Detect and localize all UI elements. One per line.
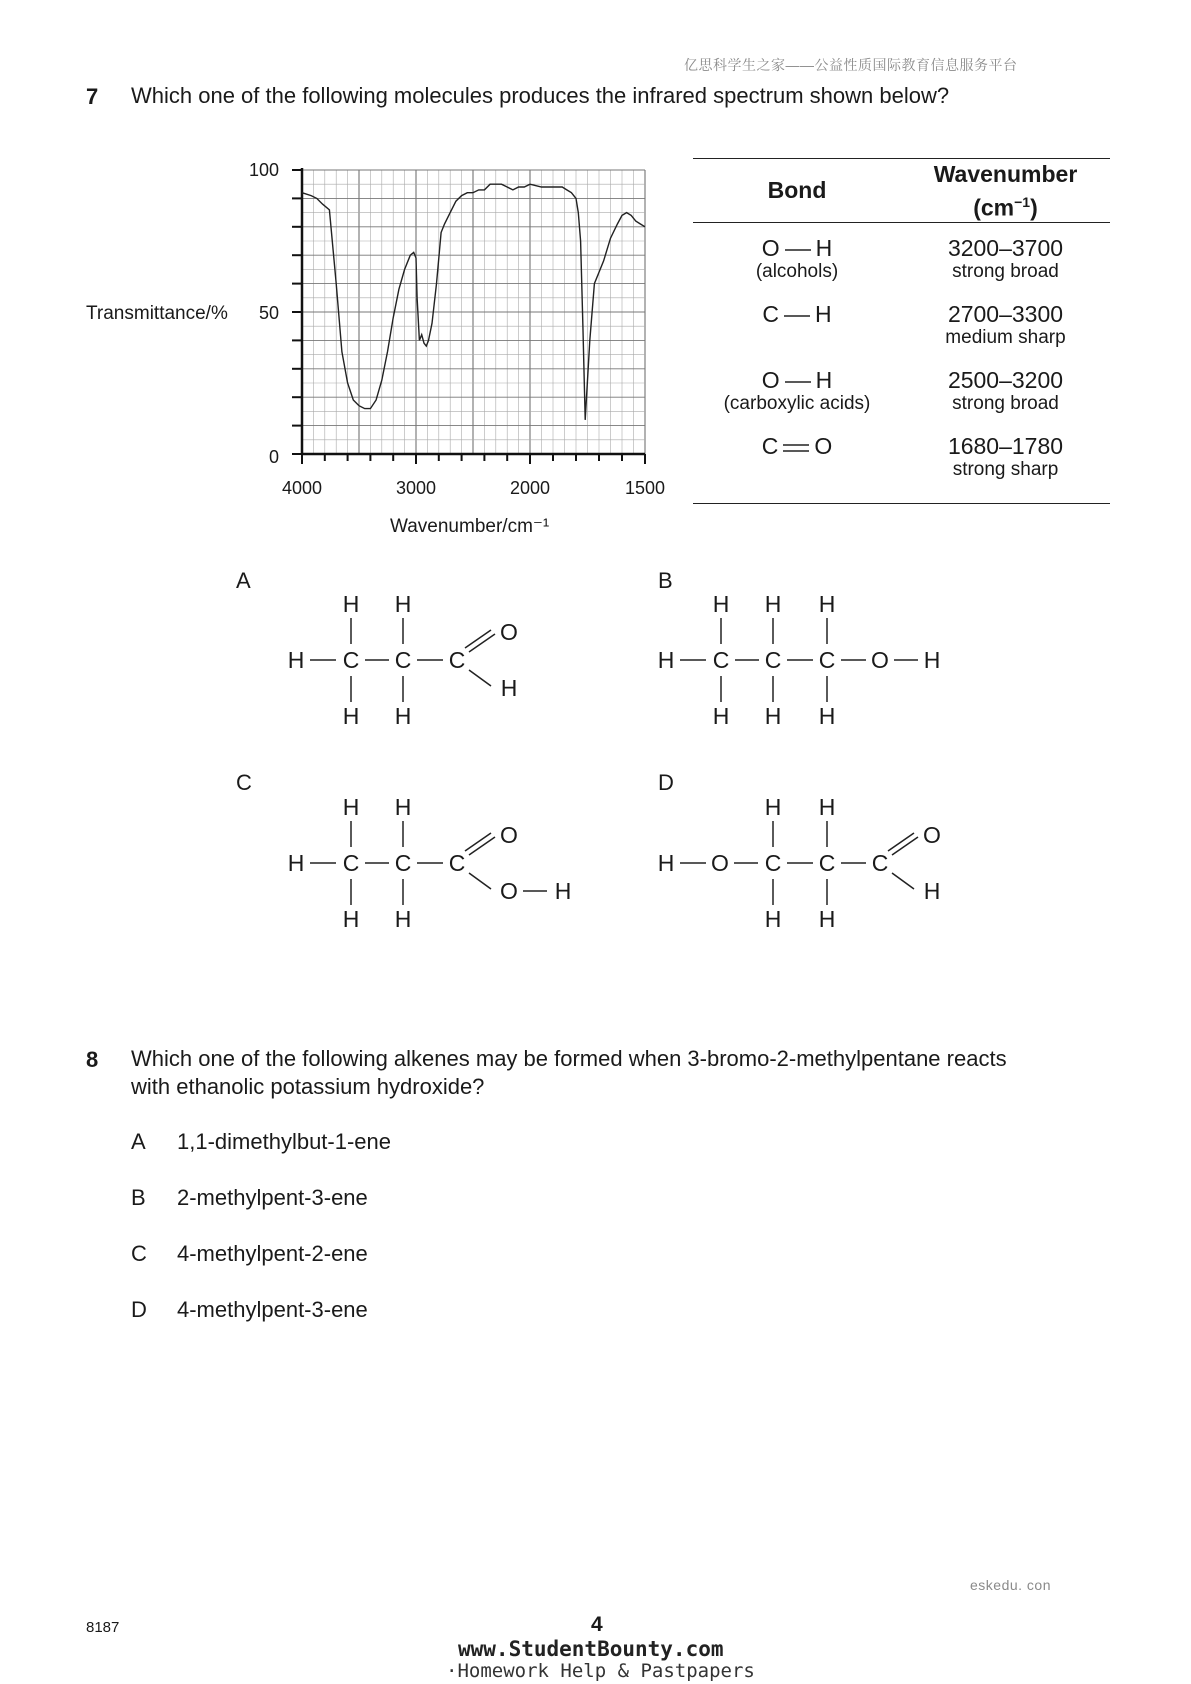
bond-atom-2: H xyxy=(815,367,833,393)
question-7-number: 7 xyxy=(86,84,99,109)
atom-h: H xyxy=(712,591,730,617)
bond-cell xyxy=(693,433,901,499)
table-bottom-rule xyxy=(693,503,1110,504)
atom-o: O xyxy=(711,850,729,876)
molecule-label: D xyxy=(658,770,674,795)
double-bond-icon xyxy=(782,441,810,455)
atom-h: H xyxy=(818,794,836,820)
paper-code: 8187 xyxy=(86,1619,120,1636)
table-row xyxy=(693,433,1110,499)
wavenumber-cell xyxy=(901,301,1110,367)
atom-c: C xyxy=(394,850,412,876)
wavenumber-range: 2500–3200 xyxy=(947,367,1064,393)
bond-atom-2: O xyxy=(814,433,833,459)
header-bond: Bond xyxy=(767,177,827,203)
header-wavenumber xyxy=(901,160,1110,222)
atom-h: H xyxy=(342,794,360,820)
question-7-text: Which one of the following molecules produces the infrared spectrum shown below? xyxy=(131,83,950,108)
header-unit-close: ) xyxy=(1030,194,1038,221)
option-d-letter[interactable]: D xyxy=(131,1297,147,1322)
bond-note: (alcohols) xyxy=(755,261,839,282)
watermark-bottom: eskedu. con xyxy=(970,1577,1051,1593)
atom-c: C xyxy=(342,850,360,876)
absorption-description: medium sharp xyxy=(945,327,1066,348)
option-b-letter[interactable]: B xyxy=(131,1185,146,1210)
atom-h: H xyxy=(657,647,675,673)
atom-h: H xyxy=(394,794,412,820)
atom-c: C xyxy=(818,647,836,673)
question-8-text-line1: Which one of the following alkenes may be formed when 3-bromo-2-methylpentane reacts xyxy=(131,1046,1007,1071)
atom-o: O xyxy=(500,878,518,904)
bond-formula xyxy=(693,367,901,393)
bond-formula xyxy=(693,235,901,261)
y-tick-label-0: 0 xyxy=(268,447,279,467)
table-row xyxy=(693,367,1110,433)
atom-c: C xyxy=(764,850,782,876)
wavenumber-cell xyxy=(901,433,1110,499)
option-b-text[interactable]: 2-methylpent-3-ene xyxy=(177,1185,368,1210)
bond-note: (carboxylic acids) xyxy=(723,393,871,414)
bond-line xyxy=(892,873,914,889)
atom-h: H xyxy=(764,906,782,932)
table-row xyxy=(693,235,1110,301)
atom-c: C xyxy=(448,647,466,673)
atom-c: C xyxy=(394,647,412,673)
atom-h: H xyxy=(764,794,782,820)
molecule-b xyxy=(658,568,941,729)
molecule-c xyxy=(236,770,571,932)
atom-h: H xyxy=(342,906,360,932)
absorption-description: strong sharp xyxy=(952,459,1059,480)
chart-grid xyxy=(302,170,645,454)
option-a-text[interactable]: 1,1-dimethylbut-1-ene xyxy=(177,1129,392,1154)
studentbounty-logo-line2: ·Homework Help & Pastpapers xyxy=(446,1660,755,1682)
x-tick-label-4000: 4000 xyxy=(281,478,323,498)
atom-o: O xyxy=(871,647,889,673)
atom-c: C xyxy=(764,647,782,673)
question-8-number: 8 xyxy=(86,1047,99,1072)
atom-c: C xyxy=(871,850,889,876)
bond-atom-1: O xyxy=(761,367,780,393)
option-c-text[interactable]: 4-methylpent-2-ene xyxy=(177,1241,368,1266)
atom-h: H xyxy=(818,906,836,932)
x-tick-label-1500: 1500 xyxy=(624,478,666,498)
bond-cell xyxy=(693,301,901,367)
molecule-label: B xyxy=(658,568,673,593)
table-header-row xyxy=(693,159,1110,222)
header-unit-open: (cm xyxy=(973,194,1015,221)
x-tick-label-2000: 2000 xyxy=(509,478,551,498)
bond-cell xyxy=(693,235,901,301)
bond-atom-2: H xyxy=(815,235,833,261)
atom-h: H xyxy=(764,703,782,729)
atom-h: H xyxy=(394,906,412,932)
header-wavenumber-line1: Wavenumber xyxy=(933,160,1078,187)
question-8-text-line2: with ethanolic potassium hydroxide? xyxy=(131,1074,485,1099)
atom-c: C xyxy=(448,850,466,876)
atom-h: H xyxy=(657,850,675,876)
bond-atom-1: C xyxy=(761,433,779,459)
single-bond-icon xyxy=(784,375,812,389)
atom-h: H xyxy=(923,878,941,904)
y-axis-label: Transmittance/% xyxy=(86,303,228,324)
bond-cell xyxy=(693,367,901,433)
atom-h: H xyxy=(394,703,412,729)
atom-h: H xyxy=(818,703,836,729)
atom-c: C xyxy=(818,850,836,876)
atom-h: H xyxy=(500,675,518,701)
bond-atom-2: H xyxy=(815,301,832,327)
atom-h: H xyxy=(342,591,360,617)
option-a-letter[interactable]: A xyxy=(131,1129,146,1154)
option-d-text[interactable]: 4-methylpent-3-ene xyxy=(177,1297,368,1322)
single-bond-icon xyxy=(784,243,812,257)
studentbounty-logo-line1[interactable]: www.StudentBounty.com xyxy=(458,1637,724,1661)
atom-h: H xyxy=(712,703,730,729)
atom-o: O xyxy=(500,619,518,645)
atom-h: H xyxy=(287,850,305,876)
wavenumber-range: 1680–1780 xyxy=(947,433,1064,459)
single-bond-icon xyxy=(783,309,811,323)
bond-atom-1: C xyxy=(762,301,779,327)
wavenumber-cell xyxy=(901,235,1110,301)
atom-h: H xyxy=(818,591,836,617)
molecule-d xyxy=(658,770,941,932)
absorption-description: strong broad xyxy=(952,261,1059,282)
bond-wavenumber-table xyxy=(693,158,1110,504)
molecule-label: A xyxy=(236,568,251,593)
atom-h: H xyxy=(394,591,412,617)
y-tick-label-100: 100 xyxy=(248,160,279,180)
wavenumber-cell xyxy=(901,367,1110,433)
molecule-structures xyxy=(0,560,1191,960)
atom-h: H xyxy=(764,591,782,617)
x-tick-label-3000: 3000 xyxy=(395,478,437,498)
atom-o: O xyxy=(923,822,941,848)
molecule-a xyxy=(236,568,518,729)
absorption-description: strong broad xyxy=(952,393,1059,414)
watermark-top: 亿思科学生之家——公益性质国际教育信息服务平台 xyxy=(684,57,1018,73)
bond-formula xyxy=(693,301,901,327)
atom-c: C xyxy=(712,647,730,673)
atom-h: H xyxy=(342,703,360,729)
bond-line xyxy=(469,873,491,889)
header-unit-sup: −1 xyxy=(1014,193,1031,210)
bond-formula xyxy=(693,433,901,459)
bond-line xyxy=(469,670,491,686)
wavenumber-range: 2700–3300 xyxy=(947,301,1064,327)
molecule-label: C xyxy=(236,770,252,795)
option-c-letter[interactable]: C xyxy=(131,1241,147,1266)
atom-h: H xyxy=(554,878,572,904)
atom-h: H xyxy=(923,647,941,673)
page-number: 4 xyxy=(591,1613,603,1636)
bond-atom-1: O xyxy=(761,235,780,261)
atom-c: C xyxy=(342,647,360,673)
table-body xyxy=(693,223,1110,499)
atom-o: O xyxy=(500,822,518,848)
table-row xyxy=(693,301,1110,367)
atom-h: H xyxy=(287,647,305,673)
wavenumber-range: 3200–3700 xyxy=(947,235,1064,261)
y-tick-label-50: 50 xyxy=(258,303,279,323)
x-axis-label: Wavenumber/cm⁻¹ xyxy=(390,516,550,537)
